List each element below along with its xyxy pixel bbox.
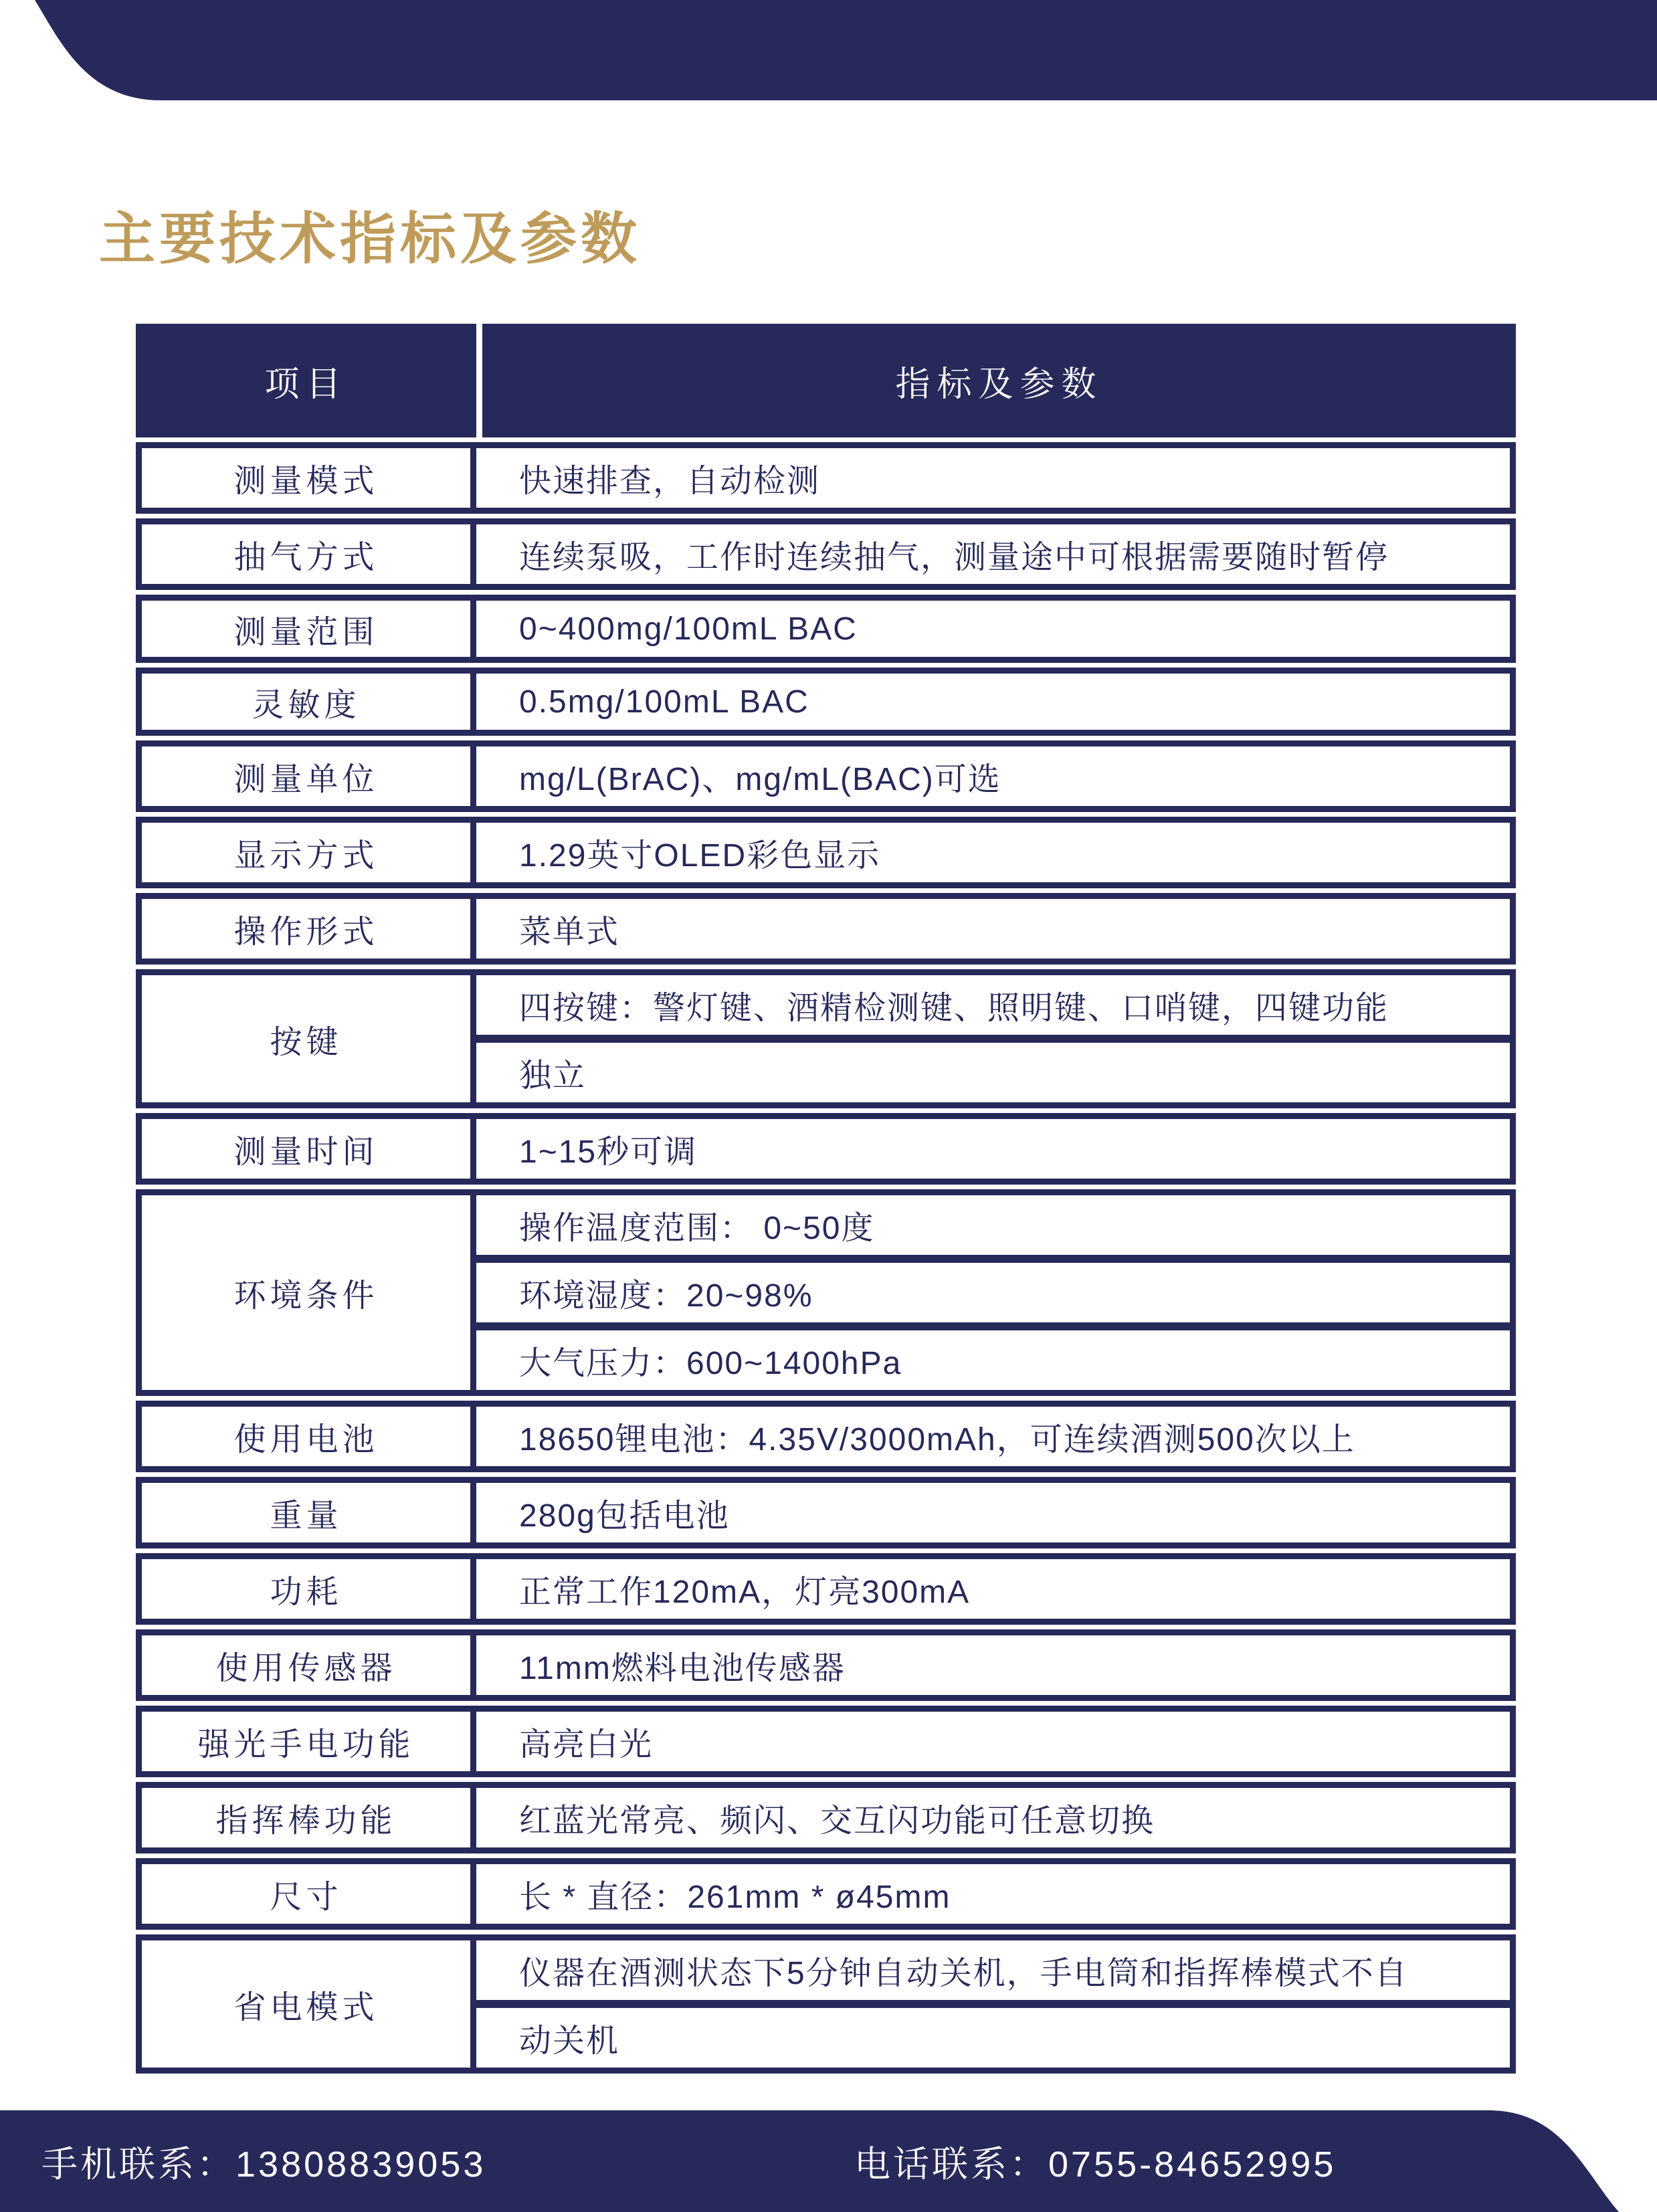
table-row	[136, 1477, 1516, 1548]
row-label: 指挥棒功能	[142, 1788, 476, 1847]
table-row	[136, 969, 1516, 1108]
footer-mobile-contact: 手机联系：13808839053	[41, 2144, 486, 2185]
spec-value: 大气压力：600~1400hPa	[476, 1322, 1510, 1390]
spec-value: 11mm燃料电池传感器	[519, 1651, 846, 1686]
table-row	[136, 1189, 1516, 1396]
spec-value: 动关机	[476, 2000, 1510, 2068]
row-specs	[476, 1940, 1510, 2068]
row-label: 环境条件	[142, 1195, 476, 1390]
footer-phone-contact: 电话联系：0755-84652995	[854, 2144, 1337, 2185]
row-specs	[476, 1407, 1510, 1466]
spec-value: 长 * 直径：261mm * ø45mm	[519, 1880, 951, 1915]
row-specs	[476, 1195, 1510, 1390]
spec-value: 快速排查，自动检测	[519, 464, 821, 499]
row-specs	[476, 975, 1510, 1102]
row-specs	[476, 1864, 1510, 1924]
row-specs	[476, 1712, 1510, 1771]
spec-value: 正常工作120mA，灯亮300mA	[519, 1575, 971, 1610]
spec-value: 环境湿度：20~98%	[476, 1255, 1510, 1322]
spec-value: 高亮白光	[519, 1727, 654, 1763]
row-label: 测量单位	[142, 746, 476, 806]
table-row	[136, 518, 1516, 590]
row-label: 测量模式	[142, 448, 476, 508]
row-specs	[476, 674, 1510, 730]
row-specs	[476, 746, 1510, 806]
row-label: 抽气方式	[142, 524, 476, 584]
row-specs	[476, 1119, 1510, 1179]
row-specs	[476, 823, 1510, 882]
row-label: 尺寸	[142, 1864, 476, 1924]
row-label: 操作形式	[142, 899, 476, 959]
table-row	[136, 740, 1516, 812]
spec-value: 18650锂电池：4.35V/3000mAh，可连续酒测500次以上	[519, 1422, 1355, 1457]
spec-value: 菜单式	[519, 914, 620, 950]
row-label: 测量时间	[142, 1119, 476, 1179]
row-label: 使用电池	[142, 1407, 476, 1466]
table-row	[136, 1782, 1516, 1853]
table-row	[136, 442, 1516, 514]
table-row	[136, 595, 1516, 663]
row-specs	[476, 899, 1510, 959]
table-row	[136, 1858, 1516, 1930]
spec-value: 0~400mg/100mL BAC	[519, 611, 858, 647]
table-header-item: 项目	[264, 365, 348, 404]
table-header-row	[136, 324, 1516, 437]
row-label: 按键	[142, 975, 476, 1102]
row-specs	[476, 1559, 1510, 1619]
spec-value: 四按键：警灯键、酒精检测键、照明键、口哨键，四键功能	[519, 991, 1389, 1026]
row-label: 重量	[142, 1483, 476, 1542]
table-row	[136, 1629, 1516, 1701]
row-label: 强光手电功能	[142, 1712, 476, 1771]
table-row	[136, 1113, 1516, 1185]
spec-value: 0.5mg/100mL BAC	[519, 684, 809, 720]
spec-table	[136, 324, 1516, 2074]
row-label: 功耗	[142, 1559, 476, 1619]
table-row	[136, 1934, 1516, 2074]
table-body	[136, 442, 1516, 2074]
row-label: 使用传感器	[142, 1635, 476, 1695]
spec-value: 1.29英寸OLED彩色显示	[519, 838, 881, 874]
row-specs	[476, 448, 1510, 508]
spec-value: 操作温度范围： 0~50度	[519, 1211, 875, 1246]
row-specs	[476, 601, 1510, 657]
top-banner-shape	[0, 0, 1657, 100]
table-row	[136, 668, 1516, 736]
row-label: 测量范围	[142, 601, 476, 657]
spec-value: 连续泵吸，工作时连续抽气，测量途中可根据需要随时暂停	[519, 540, 1389, 575]
spec-value: 仪器在酒测状态下5分钟自动关机，手电筒和指挥棒模式不自	[519, 1956, 1408, 1991]
spec-value: 280g包括电池	[519, 1498, 730, 1534]
table-row	[136, 1706, 1516, 1777]
spec-value: 红蓝光常亮、频闪、交互闪功能可任意切换	[519, 1803, 1155, 1839]
footer-bar	[0, 2110, 1657, 2212]
spec-value: 独立	[476, 1035, 1510, 1102]
row-label: 省电模式	[142, 1940, 476, 2068]
row-label: 灵敏度	[142, 674, 476, 730]
table-row	[136, 1553, 1516, 1625]
table-header-spec: 指标及参数	[895, 365, 1103, 404]
row-specs	[476, 1788, 1510, 1847]
page-title: 主要技术指标及参数	[99, 207, 642, 270]
row-label: 显示方式	[142, 823, 476, 882]
table-row	[136, 893, 1516, 965]
row-specs	[476, 1483, 1510, 1542]
spec-value: 1~15秒可调	[519, 1134, 698, 1170]
row-specs	[476, 1635, 1510, 1695]
spec-value: mg/L(BrAC)、mg/mL(BAC)可选	[519, 762, 1001, 797]
header-column-divider	[476, 324, 482, 437]
row-specs	[476, 524, 1510, 584]
table-row	[136, 817, 1516, 888]
table-row	[136, 1401, 1516, 1472]
